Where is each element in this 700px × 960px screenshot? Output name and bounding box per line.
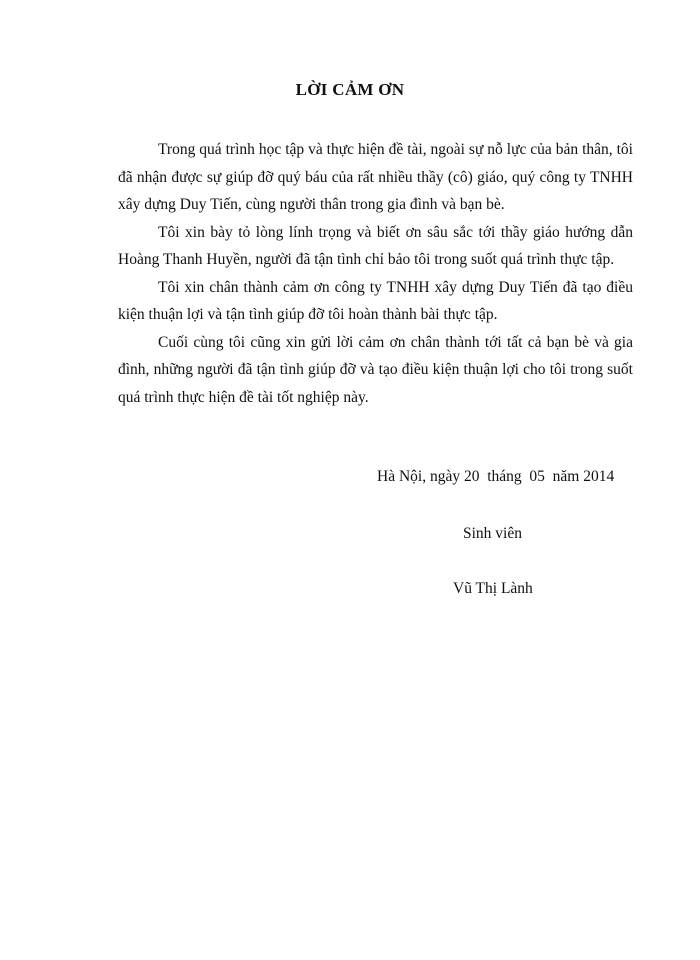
paragraph-3: Tôi xin chân thành cảm ơn công ty TNHH xây dựng Duy Tiến đã tạo điều kiện thuận lợi và tận tình giúp đỡ tôi hoàn thành bài thực tập. bbox=[118, 278, 633, 323]
paragraph-1: Trong quá trình học tập và thực hiện đề tài, ngoài sự nỗ lực của bản thân, tôi đã nhận được sự giúp đỡ quý báu của rất nhiều thầy (cô) giáo, quý công ty TNHH xây dựng Duy Tiến, cùng người thân trong gia đình và bạn bè. bbox=[118, 141, 633, 213]
page-title: LỜI CẢM ƠN bbox=[295, 80, 405, 99]
signer-role: Sinh viên bbox=[463, 525, 522, 542]
paragraph-4: Cuối cùng tôi cũng xin gửi lời cảm ơn chân thành tới tất cả bạn bè và gia đình, những người đã tận tình giúp đỡ và tạo điều kiện thuận lợi cho tôi trong suốt quá trình thực hiện đề tài tốt nghiệp này. bbox=[118, 333, 633, 406]
paragraph-2: Tôi xin bày tỏ lòng lính trọng và biết ơn sâu sắc tới thầy giáo hướng dẫn Hoàng Thanh Huyền, người đã tận tình chỉ bảo tôi trong suốt quá trình thực tập. bbox=[118, 223, 633, 268]
document-body bbox=[118, 136, 633, 411]
date-line: Hà Nội, ngày 20 tháng 05 năm 2014 bbox=[377, 468, 615, 485]
signer-name: Vũ Thị Lành bbox=[453, 580, 533, 597]
